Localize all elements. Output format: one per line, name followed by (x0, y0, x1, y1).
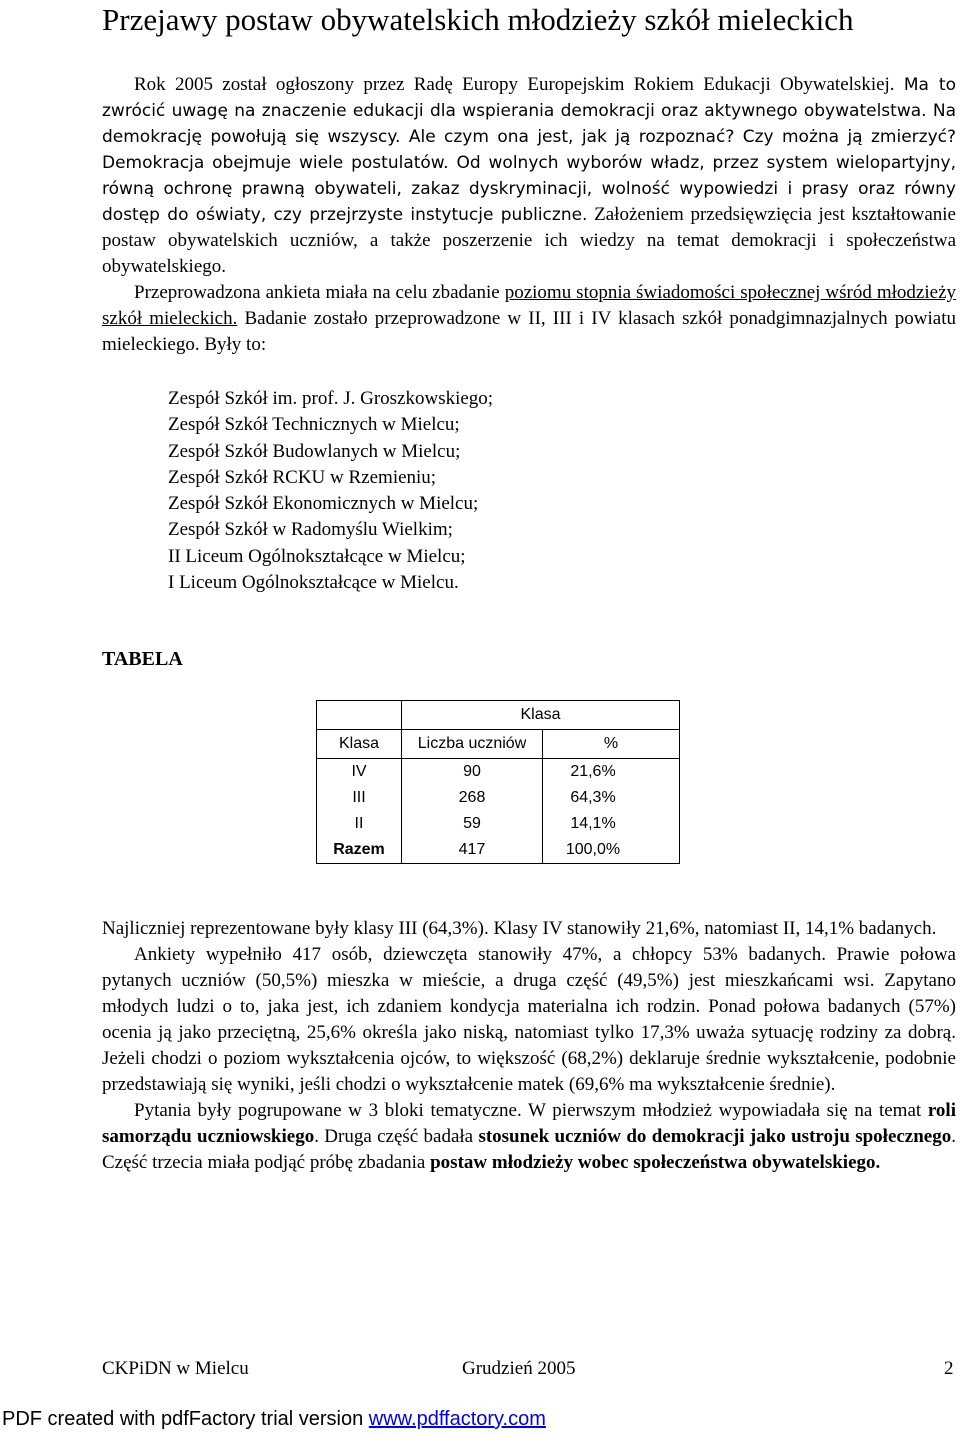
intro-section (102, 72, 956, 358)
table-cell: II (317, 811, 402, 837)
pdffactory-link[interactable]: www.pdffactory.com (368, 1408, 546, 1430)
table-header-cell: Klasa (317, 730, 402, 759)
table-cell: 64,3% (543, 785, 680, 811)
page-header-title: Przejawy postaw obywatelskich młodzieży szkół mieleckich (102, 2, 854, 37)
table-cell: 90 (402, 759, 543, 786)
table-group-header-row (317, 701, 680, 730)
table-cell: IV (317, 759, 402, 786)
survey-text-end: Badanie zostało przeprowadzone w II, III i IV klasach szkół ponadgimnazjalnych powiatu mieleckiego. Były to: (102, 308, 956, 355)
blocks-bold-text: roli samorządu uczniowskiego (102, 1100, 956, 1147)
blocks-bold-text: postaw młodzieży wobec społeczeństwa obywatelskiego. (430, 1152, 881, 1173)
school-item: Zespół Szkół Ekonomicznych w Mielcu; (168, 493, 479, 515)
table-row (317, 759, 680, 786)
intro-text-serif: Rok 2005 został ogłoszony przez Radę Europy Europejskim Rokiem Edukacji Obywatelskiej. (134, 74, 895, 95)
school-item: Zespół Szkół w Radomyślu Wielkim; (168, 519, 453, 541)
table-cell: 268 (402, 785, 543, 811)
table-cell: III (317, 785, 402, 811)
table-empty-corner (317, 701, 402, 730)
table-group-header: Klasa (402, 701, 680, 730)
blocks-text: . Część trzecia miała podjąć próbę zbadania (102, 1126, 956, 1173)
table-header-cell: % (543, 730, 680, 759)
footer-page-number: 2 (944, 1358, 954, 1379)
table-row (317, 785, 680, 811)
table-row (317, 811, 680, 837)
schools-list (168, 386, 493, 596)
pdf-creator-note (2, 1408, 546, 1431)
table-cell: 100,0% (543, 837, 680, 864)
school-item: I Liceum Ogólnokształcące w Mielcu. (168, 572, 459, 594)
table-cell: Razem (317, 837, 402, 864)
school-item: Zespół Szkół im. prof. J. Groszkowskiego; (168, 388, 494, 409)
footer-date: Grudzień 2005 (462, 1358, 576, 1379)
class-distribution-table (316, 700, 680, 864)
survey-underlined-text: poziomu stopnia świadomości społecznej wśród młodzieży szkół mieleckich. (102, 282, 956, 329)
survey-text-start: Przeprowadzona ankieta miała na celu zbadanie (134, 282, 505, 303)
table-heading: TABELA (102, 648, 183, 670)
blocks-text: Pytania były pogrupowane w 3 bloki tematyczne. W pierwszym młodzież wypowiadała się na temat (134, 1100, 928, 1121)
demographics-paragraph: Ankiety wypełniło 417 osób, dziewczęta stanowiły 47%, a chłopcy 53% badanych. Prawie połowa pytanych uczniów (50,5%) mieszka w mieście, a druga część (49,5%) jest mieszkańcami wsi. Zapytano młodych ludzi o to, jaka jest, ich zdaniem kondycja materialna ich rodzin. Ponad połowa badanych (57%) ocenia ją jako przeciętną, 25,6% określa jako niską, natomiast tylko 17,3% uważa sytuację rodziny za dobrą. Jeżeli chodzi o poziom wykształcenia ojców, to większość (68,2%) deklaruje średnie wykształcenie, podobnie przedstawiają się wyniki, jeśli chodzi o wykształcenie matek (69,6% ma wykształcenie średnie). (102, 944, 956, 1095)
table-total-row (317, 837, 680, 864)
table-cell: 417 (402, 837, 543, 864)
footer-org: CKPiDN w Mielcu (102, 1358, 249, 1379)
table-cell: 14,1% (543, 811, 680, 837)
blocks-text: . Druga część badała (314, 1126, 479, 1147)
results-paragraph: Najliczniej reprezentowane były klasy III (64,3%). Klasy IV stanowiły 21,6%, natomiast II, 14,1% badanych. (102, 918, 937, 939)
school-item: II Liceum Ogólnokształcące w Mielcu; (168, 545, 466, 567)
school-item: Zespół Szkół RCKU w Rzemieniu; (168, 466, 437, 488)
table-header-row (317, 730, 680, 759)
school-item: Zespół Szkół Budowlanych w Mielcu; (168, 440, 461, 462)
table-cell: 21,6% (543, 759, 680, 786)
results-section (102, 916, 956, 1176)
survey-paragraph (102, 280, 956, 358)
school-item: Zespół Szkół Technicznych w Mielcu; (168, 414, 460, 436)
intro-text-sans: Ma to zwrócić uwagę na znaczenie edukacji dla wspierania demokracji oraz aktywnego obywatelstwa. Na demokrację powołują się wszyscy. Ale czym ona jest, jak ją rozpoznać? Czy można ją zmierzyć? Demokracja obejmuje wiele postulatów. Od wolnych wyborów władz, przez system wielopartyjny, równą ochronę prawną obywateli, zakaz dyskryminacji, wolność wypowiedzi i prasy oraz równy dostęp do oświaty, czy przejrzyste instytucje publiczne. (102, 75, 956, 225)
table-header-cell: Liczba uczniów (402, 730, 543, 759)
intro-paragraph (102, 72, 956, 280)
intro-text-serif-end: Założeniem przedsięwzięcia jest kształtowanie postaw obywatelskich uczniów, a także poszerzenie ich wiedzy na temat demokracji i społeczeństwa obywatelskiego. (102, 204, 956, 277)
blocks-bold-text: stosunek uczniów do demokracji jako ustroju społecznego (478, 1126, 952, 1147)
table-cell: 59 (402, 811, 543, 837)
pdf-note-text: PDF created with pdfFactory trial version (2, 1408, 369, 1430)
blocks-paragraph (102, 1098, 956, 1176)
